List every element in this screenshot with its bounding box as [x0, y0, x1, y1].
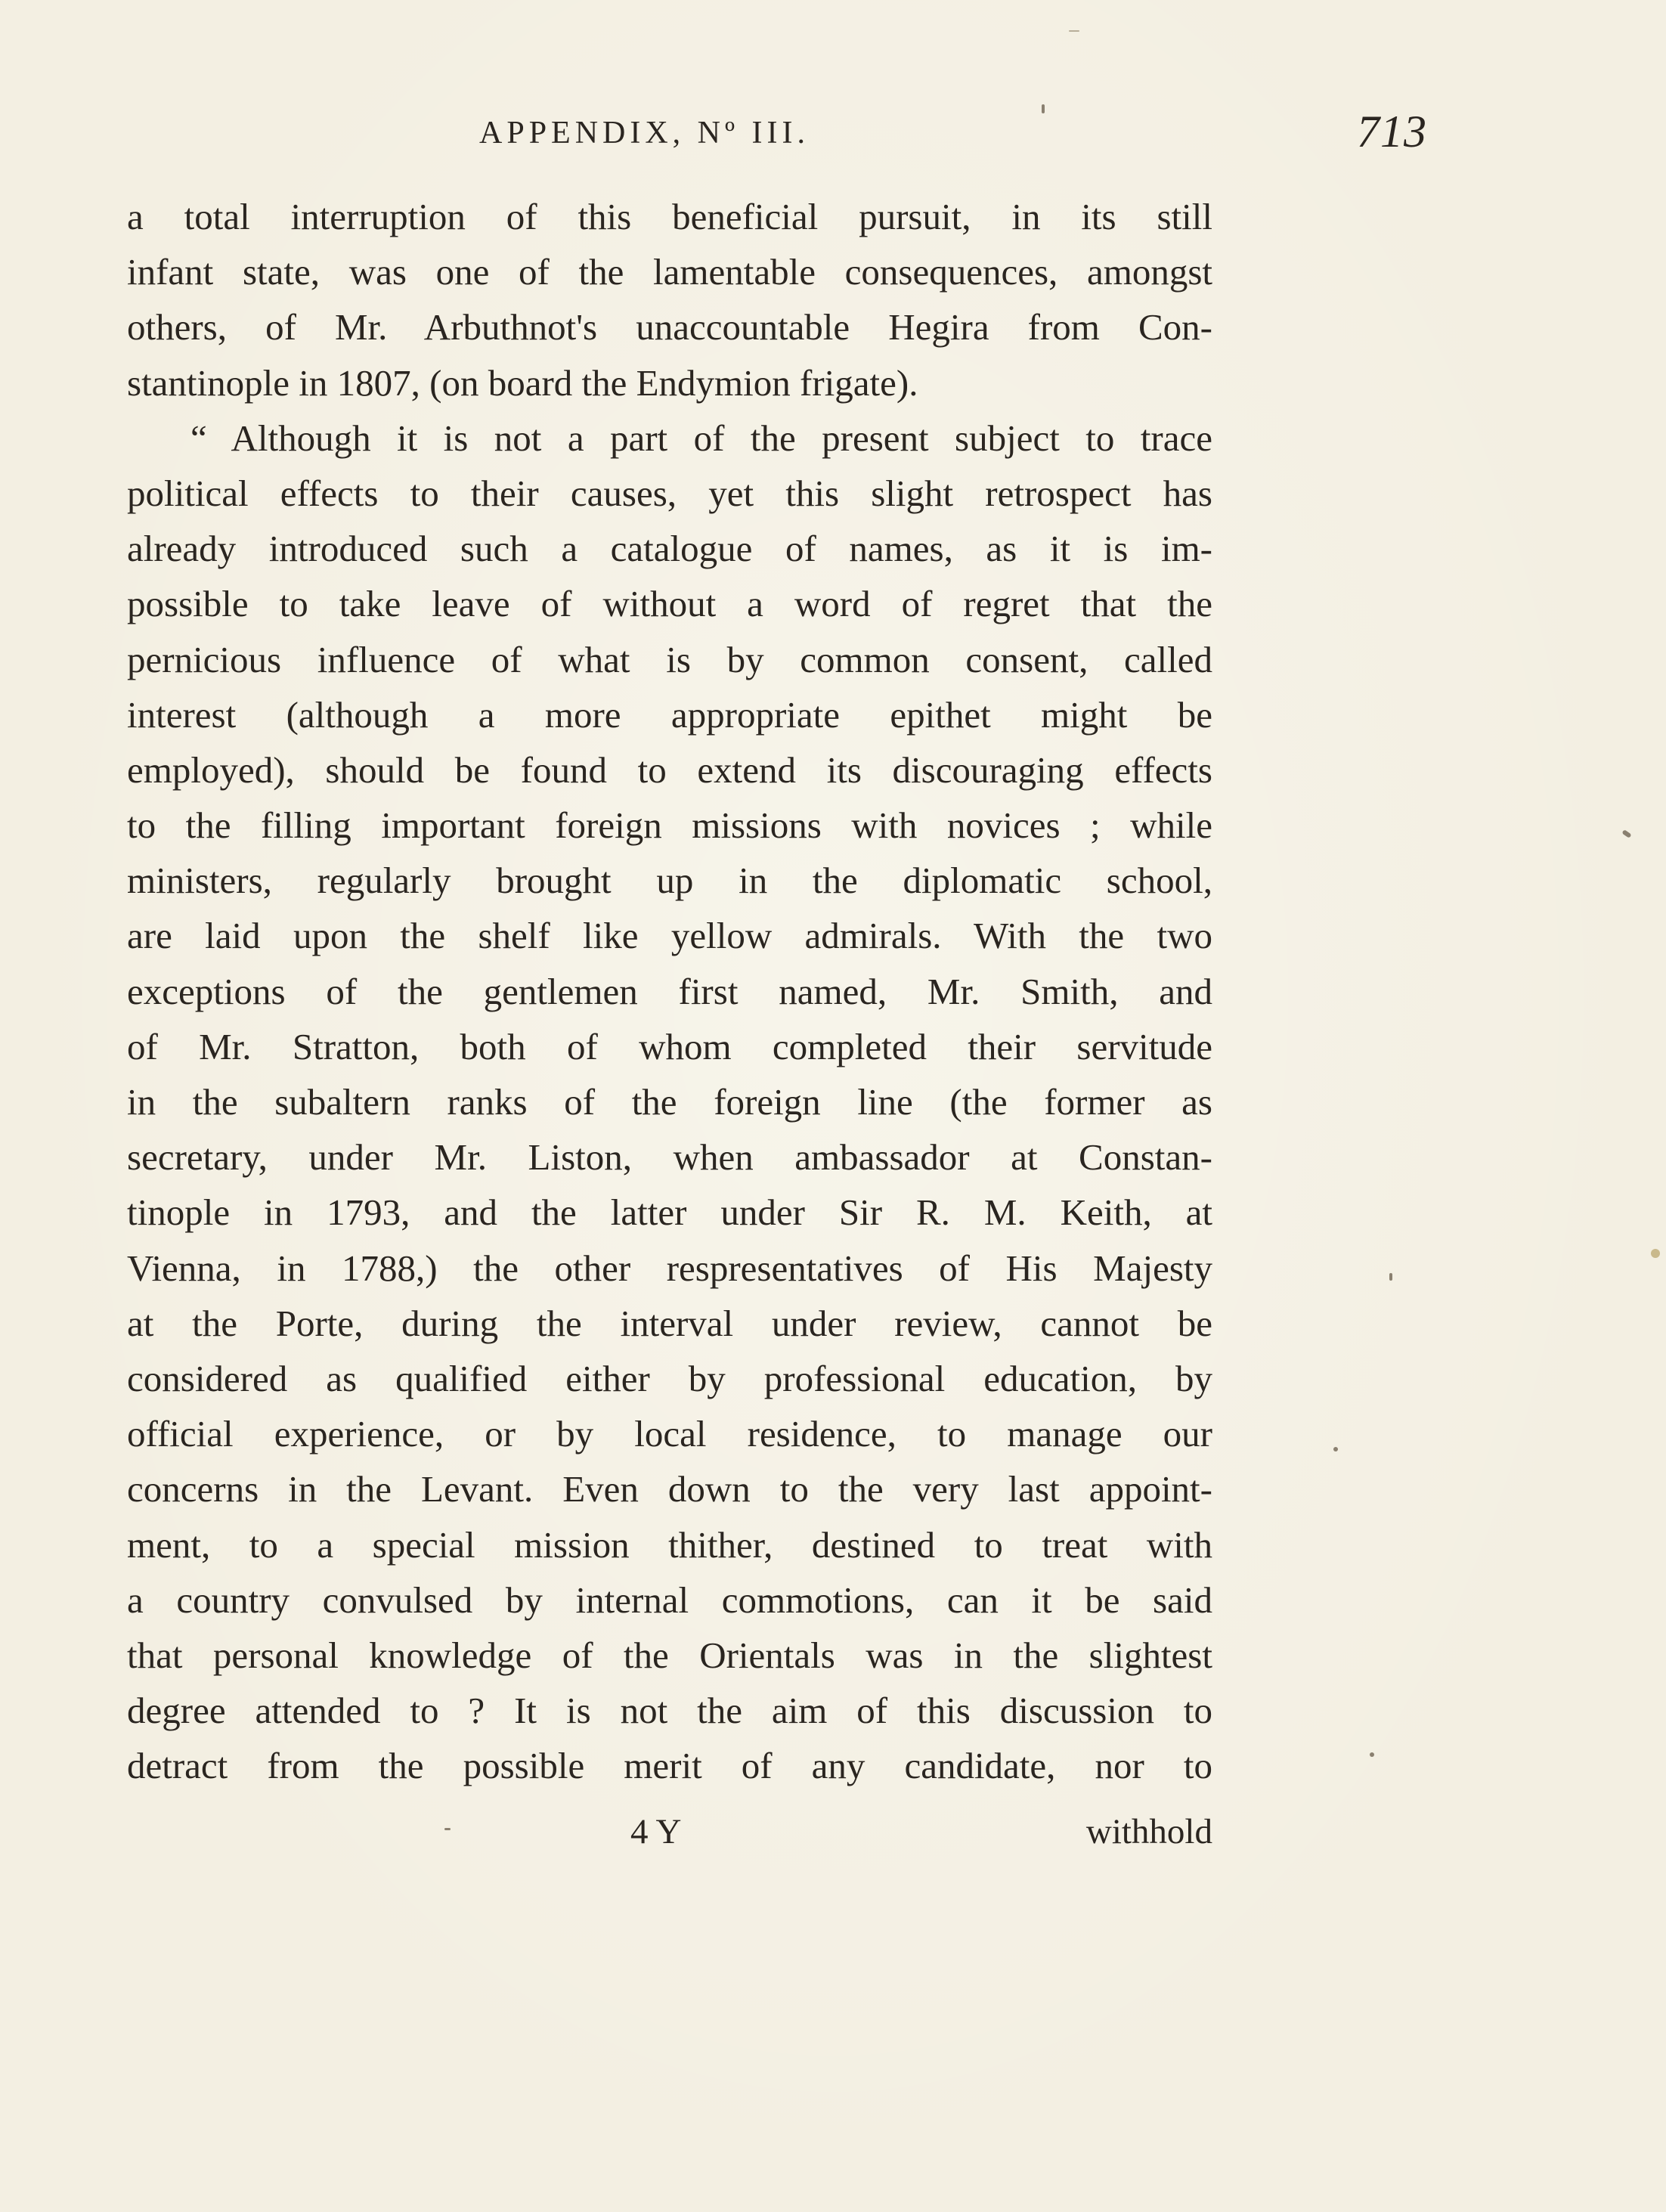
text-line: others, of Mr. Arbuthnot's unaccountable Hegira from Con-: [127, 306, 1212, 349]
running-head-title: APPENDIX, Nº III.: [479, 116, 810, 150]
text-line: pernicious influence of what is by common consent, called: [127, 638, 1212, 680]
text-line: employed), should be found to extend its discouraging effects: [127, 748, 1212, 791]
signature-mark: 4 Y: [630, 1812, 682, 1851]
text-line: are laid upon the shelf like yellow admirals. With the two: [127, 915, 1212, 957]
text-line: a country convulsed by internal commotions, can it be said: [127, 1578, 1212, 1621]
body-text: [127, 189, 1212, 1793]
text-line: in the subaltern ranks of the foreign line (the former as: [127, 1081, 1212, 1123]
paper-speck: [444, 1828, 451, 1830]
running-head: [127, 107, 1427, 165]
catchline: [127, 1811, 1212, 1864]
text-line: exceptions of the gentlemen first named, Mr. Smith, and: [127, 970, 1212, 1012]
text-line: that personal knowledge of the Orientals was in the slightest: [127, 1634, 1212, 1676]
text-line: ministers, regularly brought up in the diplomatic school,: [127, 860, 1212, 902]
text-line: ment, to a special mission thither, destined to treat with: [127, 1523, 1212, 1566]
paper-speck: [1370, 1752, 1374, 1757]
text-line: detract from the possible merit of any candidate, nor to: [127, 1745, 1212, 1787]
paper-speck: [1333, 1447, 1338, 1451]
text-line: stantinople in 1807, (on board the Endymion frigate).: [127, 361, 918, 404]
text-line: at the Porte, during the interval under review, cannot be: [127, 1302, 1212, 1344]
paper-speck: [1621, 829, 1631, 838]
text-line: of Mr. Stratton, both of whom completed their servitude: [127, 1025, 1212, 1067]
text-line: possible to take leave of without a word of regret that the: [127, 583, 1212, 625]
text-line: already introduced such a catalogue of names, as it is im-: [127, 528, 1212, 570]
page-number: 713: [1357, 107, 1427, 156]
text-line: tinople in 1793, and the latter under Sir R. M. Keith, at: [127, 1191, 1212, 1234]
paper-speck: [1389, 1273, 1392, 1281]
text-line: to the filling important foreign missions with novices ; while: [127, 804, 1212, 847]
text-line: political effects to their causes, yet this slight retrospect has: [127, 472, 1212, 514]
text-line: official experience, or by local residence, to manage our: [127, 1413, 1212, 1455]
text-line: interest (although a more appropriate epithet might be: [127, 693, 1212, 736]
paper-speck: [1042, 104, 1045, 113]
paper-speck: [1069, 30, 1079, 32]
text-line: a total interruption of this beneficial pursuit, in its still: [127, 196, 1212, 237]
text-line: secretary, under Mr. Liston, when ambassador at Constan-: [127, 1136, 1212, 1179]
text-line: infant state, was one of the lamentable consequences, amongst: [127, 251, 1212, 293]
text-line: concerns in the Levant. Even down to the very last appoint-: [127, 1468, 1212, 1510]
catchword: withhold: [1085, 1812, 1212, 1851]
text-line: degree attended to ? It is not the aim of this discussion to: [127, 1690, 1212, 1732]
paper-speck: [1651, 1249, 1660, 1258]
text-line: “ Although it is not a part of the present subject to trace: [190, 417, 1212, 459]
text-line: considered as qualified either by professional education, by: [127, 1357, 1212, 1399]
text-line: Vienna, in 1788,) the other respresentatives of His Majesty: [127, 1247, 1212, 1289]
